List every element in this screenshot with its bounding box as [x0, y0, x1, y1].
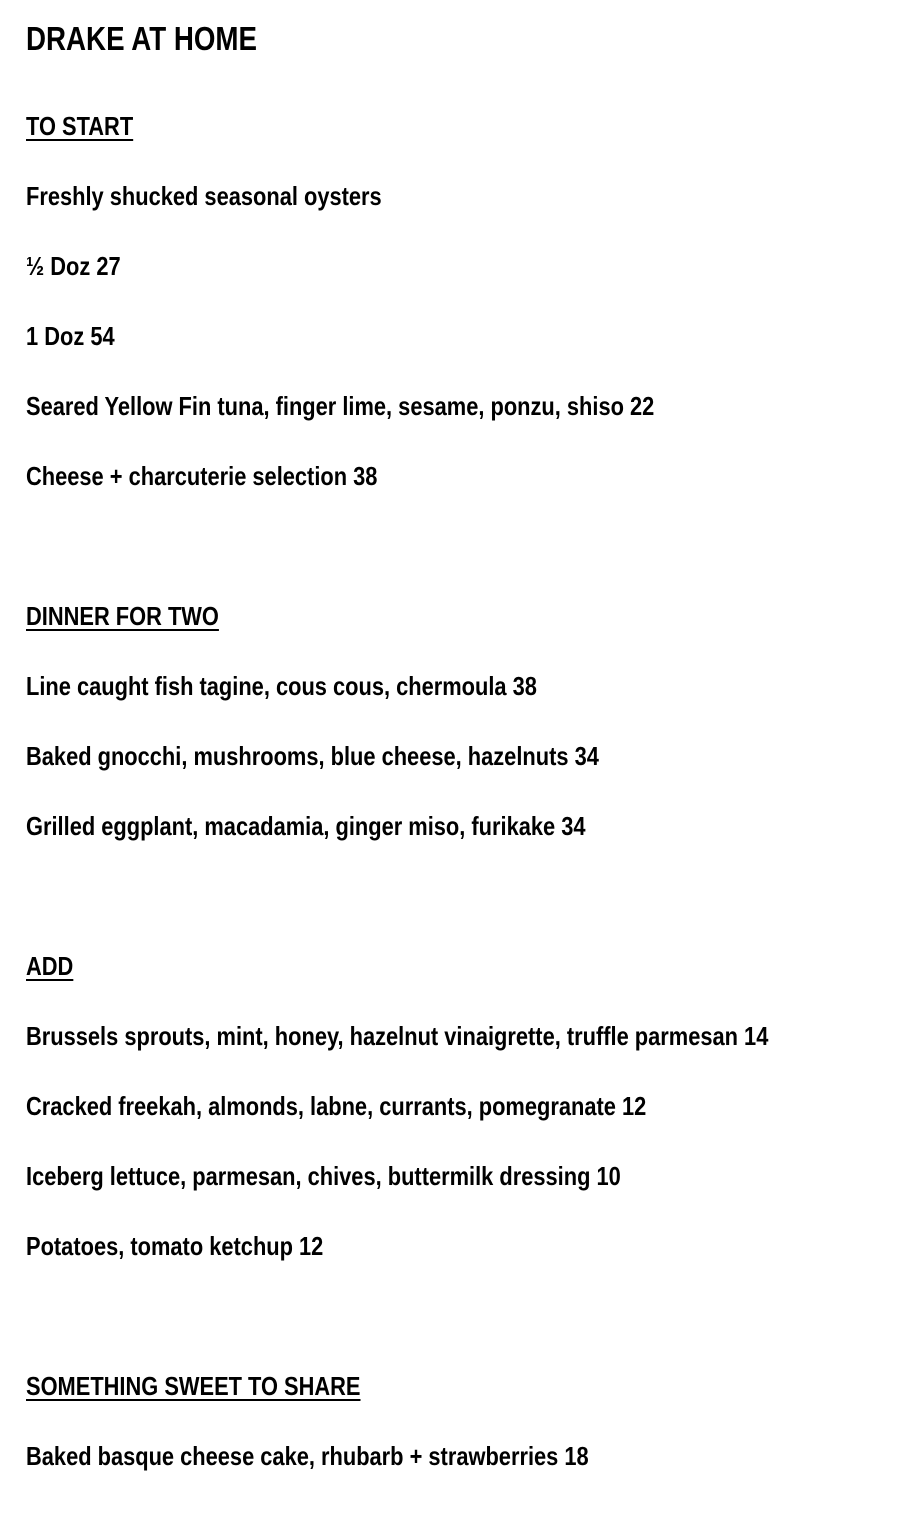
- menu-item: 1 Doz 54: [26, 321, 115, 351]
- section-heading-dinner-for-two: DINNER FOR TWO: [26, 601, 219, 631]
- menu-item: Grilled eggplant, macadamia, ginger miso, furikake 34: [26, 811, 586, 841]
- menu-item: Iceberg lettuce, parmesan, chives, buttermilk dressing 10: [26, 1161, 621, 1191]
- menu-item: Baked basque cheese cake, rhubarb + strawberries 18: [26, 1441, 589, 1471]
- menu-item: Potatoes, tomato ketchup 12: [26, 1231, 324, 1261]
- menu-item: Freshly shucked seasonal oysters: [26, 181, 382, 211]
- section-heading-add: ADD: [26, 951, 74, 981]
- menu-item: Seared Yellow Fin tuna, finger lime, sesame, ponzu, shiso 22: [26, 391, 655, 421]
- menu-item: Brussels sprouts, mint, honey, hazelnut vinaigrette, truffle parmesan 14: [26, 1021, 769, 1051]
- section-heading-something-sweet: SOMETHING SWEET TO SHARE: [26, 1371, 361, 1401]
- menu-title: DRAKE AT HOME: [26, 20, 257, 57]
- menu-item: Cracked freekah, almonds, labne, currants, pomegranate 12: [26, 1091, 647, 1121]
- menu-item: Line caught fish tagine, cous cous, chermoula 38: [26, 671, 537, 701]
- section-heading-to-start: TO START: [26, 111, 134, 141]
- menu-item: ½ Doz 27: [26, 251, 121, 281]
- menu-item: Baked gnocchi, mushrooms, blue cheese, hazelnuts 34: [26, 741, 599, 771]
- menu-item: Cheese + charcuterie selection 38: [26, 461, 378, 491]
